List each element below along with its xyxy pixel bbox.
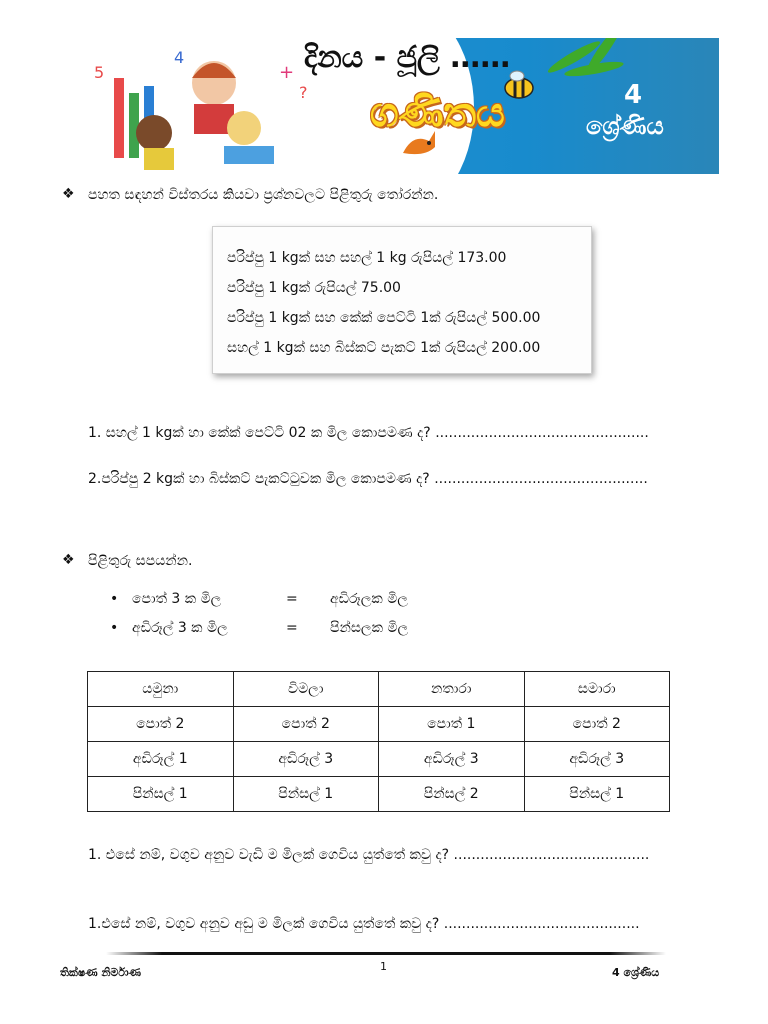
bullet-dot-icon: •: [110, 591, 119, 607]
question-1: [88, 425, 649, 441]
footer-author: තික්ෂණ නිර්මාණ: [60, 966, 141, 979]
date-title: දිනය - ජූලි ……: [304, 40, 511, 75]
diamond-bullet-icon: ❖: [62, 552, 75, 568]
page-number: 1: [380, 960, 387, 973]
relation-rhs: අඩිරූලක මිල: [330, 591, 408, 607]
diamond-bullet-icon: ❖: [62, 186, 75, 202]
table-cell: පින්සල් 2: [379, 777, 525, 812]
table-cell: පොත් 2: [88, 707, 234, 742]
table-header-row: [88, 672, 670, 707]
footer-divider: [106, 952, 666, 955]
section2-instruction: පිළිතුරු සපයන්න.: [88, 553, 193, 569]
table-cell: අඩිරූල් 3: [379, 742, 525, 777]
table-cell: පින්සල් 1: [233, 777, 379, 812]
answer-blank[interactable]: ................................................: [434, 471, 648, 487]
question-4-text: 1.එසේ නම්, වගුව අනුව අඩු ම මිලක් ගෙවිය යුත්තේ කවු ද?: [88, 916, 440, 932]
relation-equals: =: [286, 591, 298, 607]
answer-blank[interactable]: ............................................: [443, 916, 640, 932]
table-cell: පොත් 2: [524, 707, 670, 742]
section1-instruction: පහත සඳහන් විස්තරය කියවා ප්‍රශ්නවලට පිළිතුරු තෝරන්න.: [88, 187, 439, 203]
relation-rhs: පින්සලක මිල: [330, 620, 409, 636]
table-cell: පොත් 2: [233, 707, 379, 742]
table-cell: පින්සල් 1: [524, 777, 670, 812]
subject-title: ගණිතය: [370, 90, 505, 136]
table-header-cell: නතාරා: [379, 672, 525, 707]
table-row: [88, 707, 670, 742]
table-cell: පින්සල් 1: [88, 777, 234, 812]
bullet-dot-icon: •: [110, 620, 119, 636]
grade-number: 4: [624, 80, 643, 110]
question-4: [88, 916, 640, 932]
question-2: [88, 471, 648, 487]
table-cell: අඩිරූල් 1: [88, 742, 234, 777]
question-3-text: 1. එසේ නම්, වගුව අනුව වැඩි ම මිලක් ගෙවිය යුත්තේ කවු ද?: [88, 847, 450, 863]
footer-grade: 4 ශ්‍රේණිය: [612, 966, 660, 979]
purchase-table: [87, 671, 670, 812]
bee-icon: [499, 68, 539, 104]
answer-blank[interactable]: ................................................: [435, 425, 649, 441]
price-row: පරිප්පු 1 kgක් රුපියල් 75.00: [227, 280, 401, 296]
svg-text:4: 4: [174, 48, 185, 67]
relation-equals: =: [286, 620, 298, 636]
table-cell: අඩිරූල් 3: [233, 742, 379, 777]
svg-text:5: 5: [94, 63, 105, 82]
price-row: පරිප්පු 1 kgක් සහ කේක් පෙට්ටි 1ක් රුපියල් 500.00: [227, 310, 541, 326]
answer-blank[interactable]: ............................................: [453, 847, 650, 863]
price-row: සහල් 1 kgක් සහ බිස්කට් පැකට් 1ක් රුපියල් 200.00: [227, 340, 541, 356]
question-1-text: 1. සහල් 1 kgක් හා කේක් පෙට්ටි 02 ක මිල කොපමණ ද?: [88, 425, 431, 441]
grade-label: ශ්‍රේණිය: [586, 112, 664, 140]
table-row: [88, 777, 670, 812]
table-cell: අඩිරූල් 3: [524, 742, 670, 777]
relation-lhs: පොත් 3 ක මිල: [132, 591, 222, 607]
question-2-text: 2.පරිප්පු 2 kgක් හා බිස්කට් පැකට්ටුවක මිල කොපමණ ද?: [88, 471, 430, 487]
fox-icon: [399, 123, 439, 159]
price-row: පරිප්පු 1 kgක් සහ සහල් 1 kg රුපියල් 173.00: [227, 250, 507, 266]
header-banner: [74, 38, 719, 174]
table-header-cell: සමාරා: [524, 672, 670, 707]
svg-text:+: +: [279, 62, 295, 83]
table-header-cell: විමලා: [233, 672, 379, 707]
table-header-cell: යමුනා: [88, 672, 234, 707]
table-row: [88, 742, 670, 777]
relation-lhs: අඩිරූල් 3 ක මිල: [132, 620, 228, 636]
price-info-box: [212, 226, 592, 374]
table-cell: පොත් 1: [379, 707, 525, 742]
svg-text:?: ?: [299, 83, 308, 102]
question-3: [88, 847, 649, 863]
